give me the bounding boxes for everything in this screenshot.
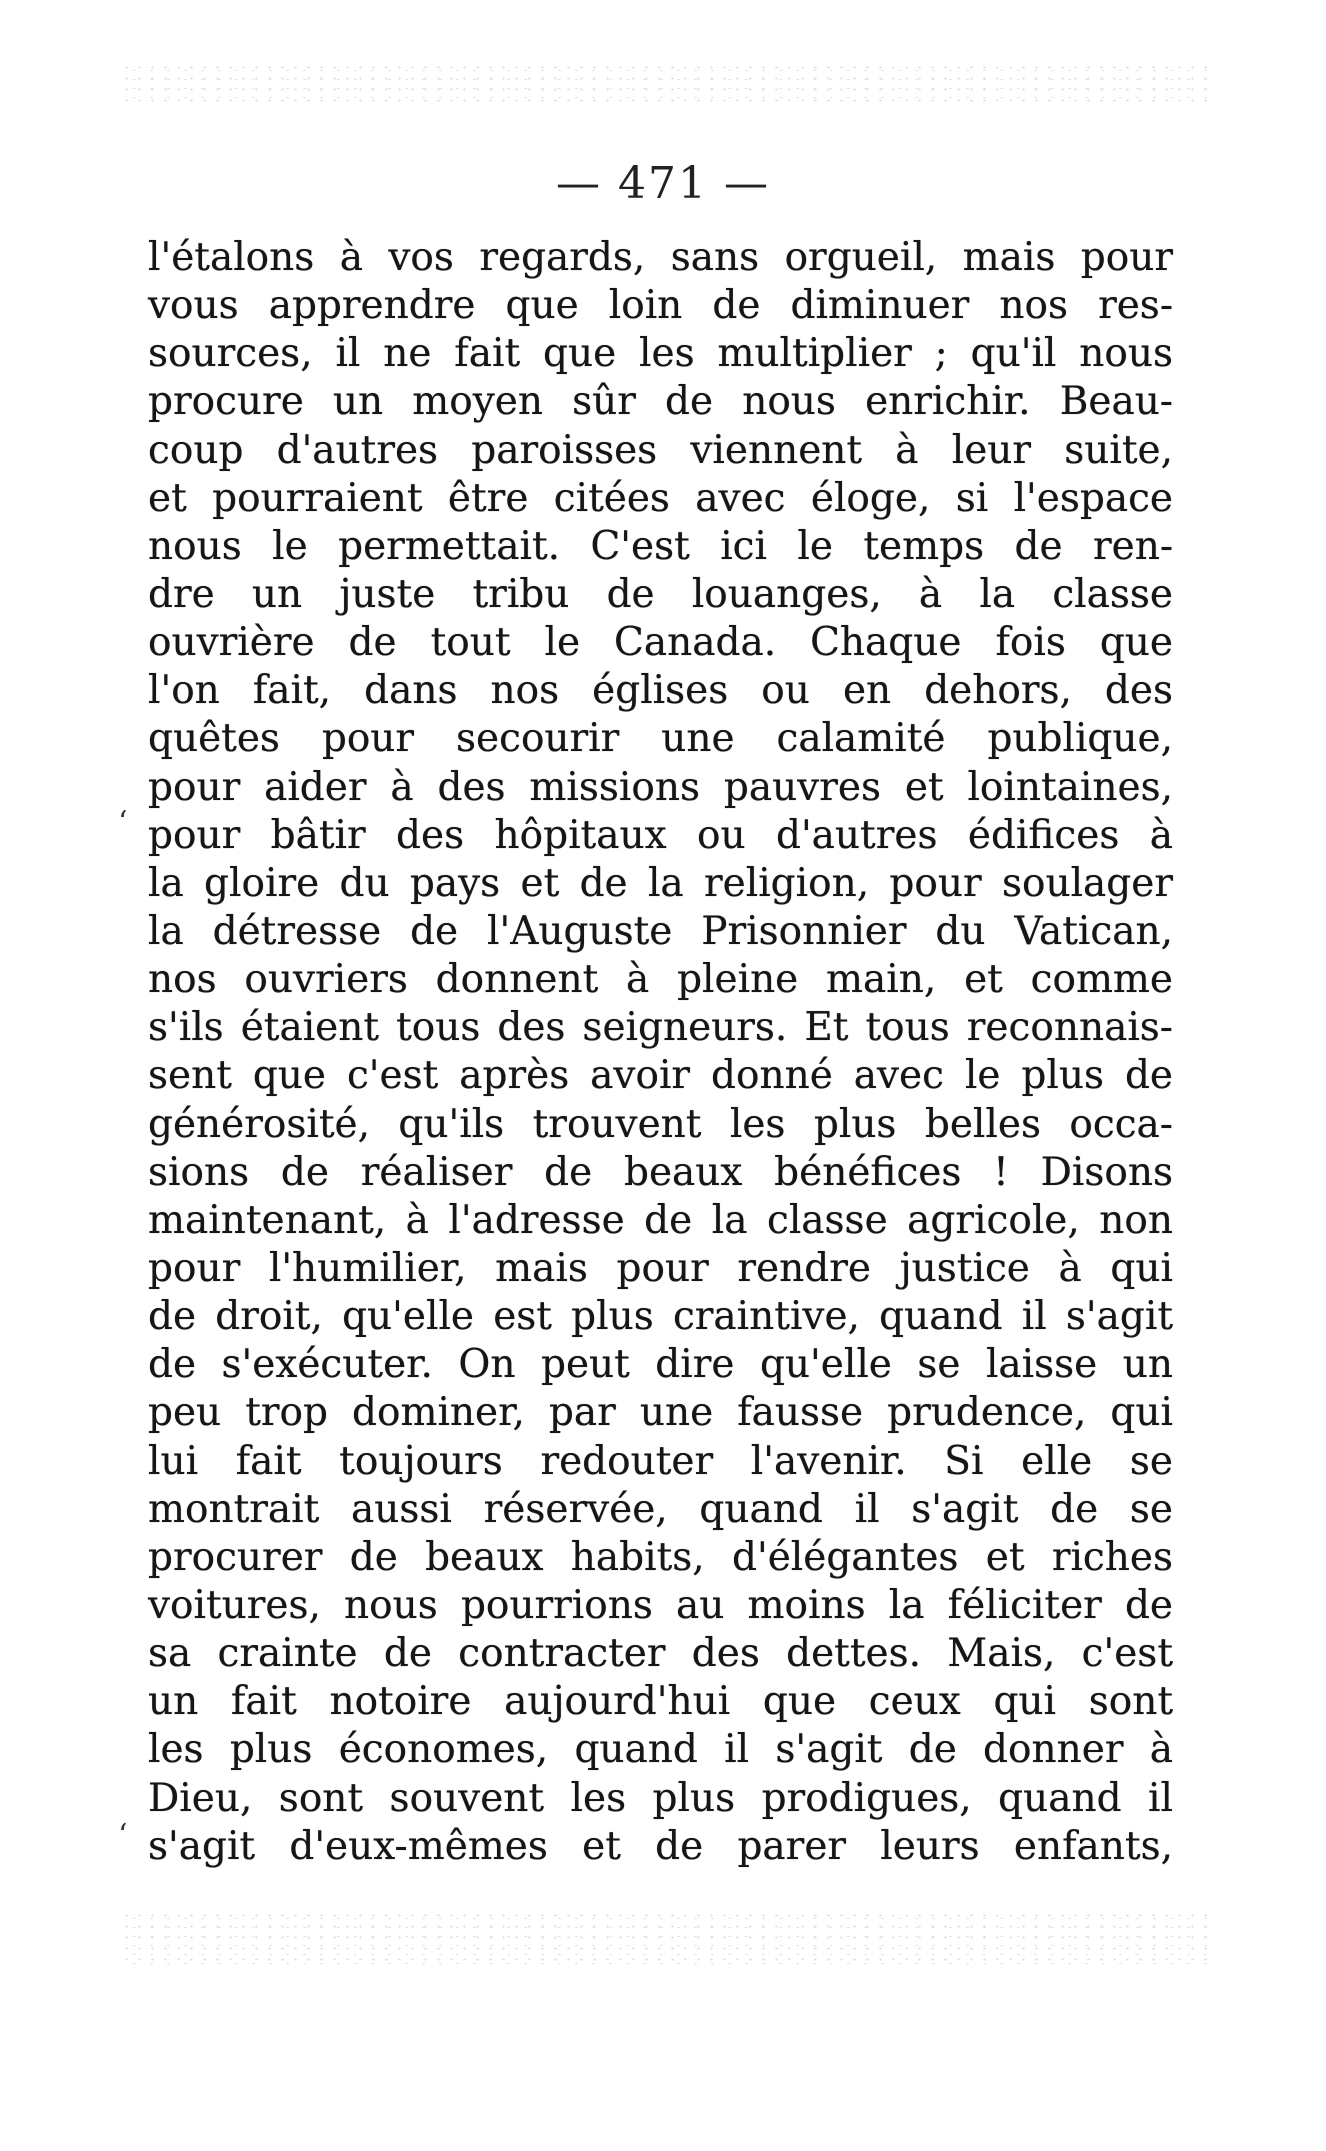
text-line: générosité, qu'ils trouvent les plus belles occa- [148, 1101, 1173, 1147]
text-line: sources, il ne fait que les multiplier ; qu'il nous [148, 331, 1173, 377]
page-number: — 471 — [556, 158, 770, 209]
text-line: pour bâtir des hôpitaux ou d'autres édifices à [148, 812, 1173, 858]
text-line: sions de réaliser de beaux bénéfices ! Disons [148, 1149, 1173, 1195]
text-line: Dieu, sont souvent les plus prodigues, quand il [148, 1775, 1173, 1821]
text-line: la gloire du pays et de la religion, pour soulager [148, 860, 1173, 906]
body-text [148, 234, 1173, 1871]
text-line: ouvrière de tout le Canada. Chaque fois que [148, 620, 1173, 666]
text-line: peu trop dominer, par une fausse prudence, qui [148, 1390, 1173, 1436]
text-line: procure un moyen sûr de nous enrichir. Beau- [148, 379, 1173, 425]
print-noise-bottom [120, 1910, 1210, 1970]
text-line: lui fait toujours redouter l'avenir. Si elle se [148, 1438, 1173, 1484]
margin-mark: ‘ [118, 805, 128, 840]
text-line: l'étalons à vos regards, sans orgueil, mais pour [148, 235, 1173, 280]
text-line: voitures, nous pourrions au moins la féliciter de [148, 1582, 1173, 1628]
text-line: montrait aussi réservée, quand il s'agit de se [148, 1486, 1173, 1532]
text-line: de s'exécuter. On peut dire qu'elle se laisse un [148, 1342, 1173, 1388]
text-line: un fait notoire aujourd'hui que ceux qui sont [148, 1679, 1173, 1725]
text-line: sent que c'est après avoir donné avec le plus de [148, 1053, 1173, 1099]
text-line: vous apprendre que loin de diminuer nos res- [148, 283, 1173, 329]
text-line: les plus économes, quand il s'agit de donner à [148, 1727, 1173, 1773]
text-line: maintenant, à l'adresse de la classe agricole, non [148, 1197, 1173, 1243]
text-line: nous le permettait. C'est ici le temps de ren- [148, 523, 1173, 569]
margin-mark: ‘ [118, 1818, 128, 1853]
text-line: sa crainte de contracter des dettes. Mais, c'est [148, 1631, 1173, 1677]
text-line: l'on fait, dans nos églises ou en dehors, des [148, 668, 1173, 714]
text-line: et pourraient être citées avec éloge, si l'espace [148, 475, 1173, 521]
text-line: procurer de beaux habits, d'élégantes et riches [148, 1534, 1173, 1580]
text-line: pour l'humilier, mais pour rendre justice à qui [148, 1245, 1173, 1291]
text-line: dre un juste tribu de louanges, à la classe [148, 571, 1173, 617]
text-line: quêtes pour secourir une calamité publique, [148, 716, 1173, 762]
text-line: de droit, qu'elle est plus craintive, quand il s'agit [148, 1294, 1173, 1340]
text-line: pour aider à des missions pauvres et lointaines, [148, 764, 1173, 810]
text-line: coup d'autres paroisses viennent à leur suite, [148, 427, 1173, 473]
text-line: s'agit d'eux-mêmes et de parer leurs enfants, [148, 1823, 1173, 1869]
text-line: la détresse de l'Auguste Prisonnier du Vatican, [148, 908, 1173, 954]
print-noise-top [120, 62, 1210, 102]
text-line: nos ouvriers donnent à pleine main, et comme [148, 957, 1173, 1003]
text-line: s'ils étaient tous des seigneurs. Et tous reconnais- [148, 1005, 1173, 1051]
